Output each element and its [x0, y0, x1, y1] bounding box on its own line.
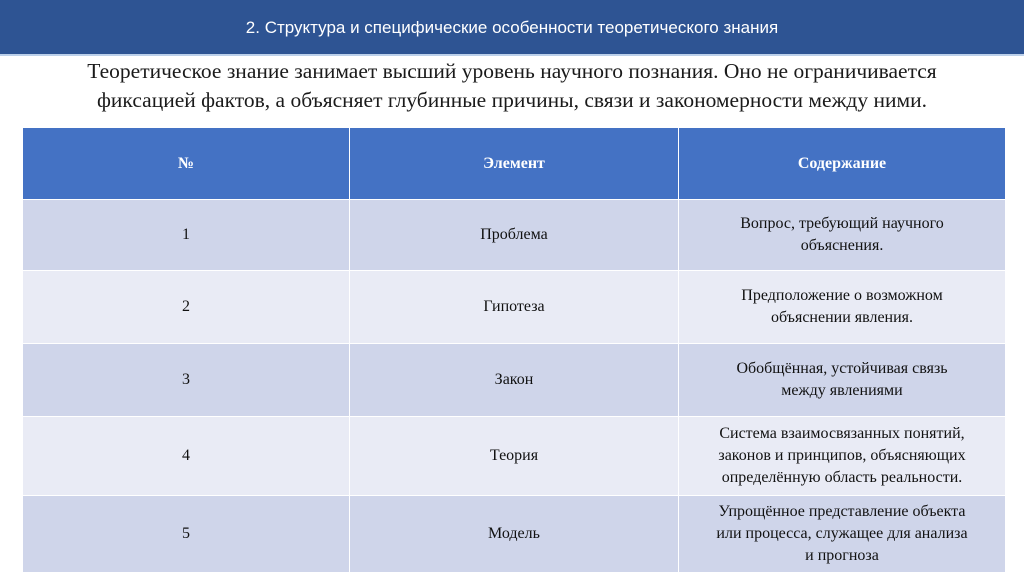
- cell-number: 4: [23, 417, 350, 496]
- cell-element: Модель: [350, 496, 679, 573]
- cell-number: 2: [23, 271, 350, 344]
- cell-element: Гипотеза: [350, 271, 679, 344]
- content-line: Упрощённое представление объекта: [718, 503, 966, 520]
- content-line: объяснении явления.: [770, 309, 914, 326]
- intro-line-2: фиксацией фактов, а объясняет глубинные причины, связи и закономерности между ними.: [97, 88, 927, 112]
- intro-paragraph: [0, 57, 1024, 115]
- content-line: Вопрос, требующий научного: [740, 215, 944, 232]
- slide-title: 2. Структура и специфические особенности теоретического знания: [245, 18, 779, 37]
- table-row: [23, 200, 1006, 271]
- cell-content: [679, 271, 1006, 344]
- cell-content: [679, 496, 1006, 573]
- cell-content: [679, 344, 1006, 417]
- content-line: законов и принципов, объясняющих: [718, 447, 966, 464]
- cell-number: 5: [23, 496, 350, 573]
- table-header-row: [23, 128, 1006, 200]
- cell-content: [679, 417, 1006, 496]
- cell-number: 1: [23, 200, 350, 271]
- content-line: и прогноза: [805, 547, 879, 564]
- table-row: [23, 344, 1006, 417]
- content-line: Предположение о возможном: [741, 287, 943, 304]
- structure-table: [22, 127, 1006, 573]
- table-row: [23, 271, 1006, 344]
- content-line: между явлениями: [781, 382, 903, 399]
- title-underline: [0, 54, 1024, 56]
- cell-content: [679, 200, 1006, 271]
- cell-element: Закон: [350, 344, 679, 417]
- cell-number: 3: [23, 344, 350, 417]
- header-number: №: [23, 128, 350, 200]
- content-line: объяснения.: [800, 237, 884, 254]
- cell-element: Проблема: [350, 200, 679, 271]
- content-line: Система взаимосвязанных понятий,: [719, 425, 965, 442]
- slide-title-bar: [0, 0, 1024, 56]
- content-line: определённую область реальности.: [721, 469, 963, 486]
- header-element: Элемент: [350, 128, 679, 200]
- content-line: или процесса, служащее для анализа: [716, 525, 968, 542]
- content-line: Обобщённая, устойчивая связь: [736, 360, 948, 377]
- cell-element: Теория: [350, 417, 679, 496]
- table-row: [23, 496, 1006, 573]
- intro-line-1: Теоретическое знание занимает высший уровень научного познания. Оно не ограничивается: [87, 59, 937, 83]
- table-row: [23, 417, 1006, 496]
- header-content: Содержание: [679, 128, 1006, 200]
